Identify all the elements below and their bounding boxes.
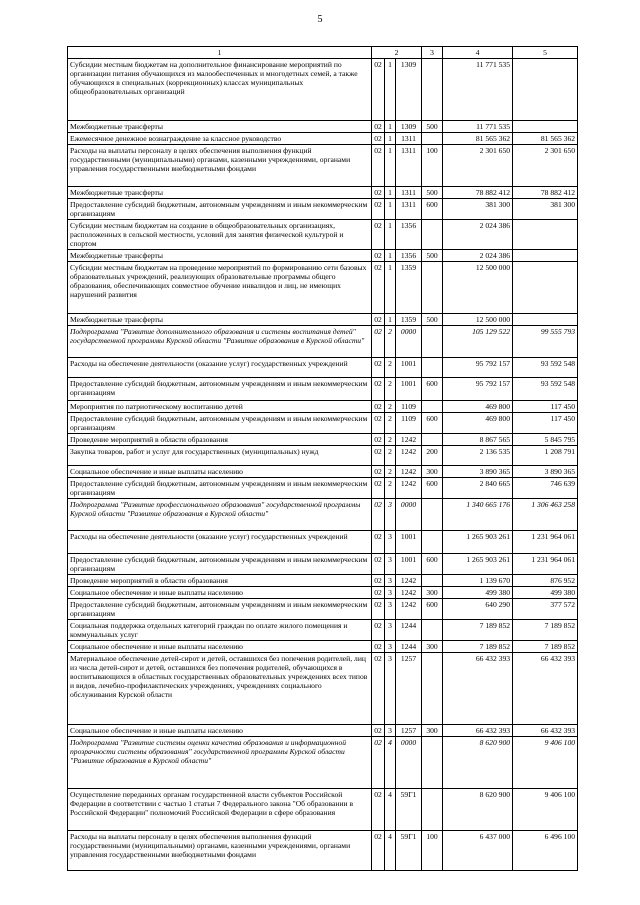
row-subsection: 1 [385,199,396,220]
row-expense-type [422,59,443,121]
row-value-year1: 95 792 157 [443,378,513,401]
row-name: Подпрограмма "Развитие профессионального образования" государственной программы Курской области "Развитие образования в Курской области" [68,499,372,531]
header-col-3: 3 [422,47,443,59]
row-section: 02 [372,599,385,620]
table-row [68,737,578,789]
row-subsection: 1 [385,187,396,199]
row-value-year1: 499 380 [443,587,513,599]
row-section: 02 [372,737,385,789]
row-value-year2: 7 189 852 [513,641,578,653]
row-code: 59Г1 [396,789,422,831]
table-row [68,401,578,413]
row-subsection: 3 [385,725,396,737]
row-section: 02 [372,554,385,575]
row-subsection: 1 [385,314,396,326]
row-value-year1: 469 800 [443,413,513,434]
row-code: 0000 [396,326,422,358]
row-value-year1: 2 136 535 [443,446,513,466]
row-value-year1: 2 024 386 [443,220,513,250]
row-name: Предоставление субсидий бюджетным, автономным учреждениям и иным некоммерческим организациям [68,413,372,434]
table-row [68,133,578,145]
row-code: 0000 [396,737,422,789]
row-value-year1: 7 189 852 [443,641,513,653]
row-value-year1: 66 432 393 [443,653,513,725]
row-name: Расходы на выплаты персоналу в целях обеспечения выполнения функций государственными (муниципальными) органами, казенными учреждениями, органами управления государственными внебюджетными фондами [68,831,372,871]
row-code: 1109 [396,401,422,413]
row-expense-type [422,262,443,314]
row-value-year2: 66 432 393 [513,653,578,725]
table-row [68,250,578,262]
row-value-year2: 99 555 793 [513,326,578,358]
row-section: 02 [372,262,385,314]
row-value-year2: 5 845 795 [513,434,578,446]
row-subsection: 3 [385,554,396,575]
row-section: 02 [372,199,385,220]
row-expense-type: 100 [422,145,443,187]
row-subsection: 1 [385,250,396,262]
row-value-year1: 81 565 362 [443,133,513,145]
row-subsection: 1 [385,145,396,187]
row-code: 1109 [396,413,422,434]
row-value-year1: 2 024 386 [443,250,513,262]
row-value-year2 [513,220,578,250]
row-section: 02 [372,575,385,587]
row-value-year1: 1 265 903 261 [443,531,513,554]
row-name: Предоставление субсидий бюджетным, автономным учреждениям и иным некоммерческим организациям [68,554,372,575]
row-value-year2: 2 301 650 [513,145,578,187]
row-section: 02 [372,499,385,531]
row-value-year1: 1 139 670 [443,575,513,587]
row-code: 1311 [396,145,422,187]
table-row [68,587,578,599]
header-col-4: 4 [443,47,513,59]
table-row [68,653,578,725]
row-code: 1001 [396,378,422,401]
row-name: Проведение мероприятий в области образования [68,575,372,587]
row-value-year2 [513,262,578,314]
row-value-year1: 8 867 565 [443,434,513,446]
row-name: Мероприятия по патриотическому воспитанию детей [68,401,372,413]
row-section: 02 [372,401,385,413]
row-code: 1001 [396,531,422,554]
table-row [68,220,578,250]
row-expense-type [422,133,443,145]
row-expense-type: 600 [422,599,443,620]
table-row [68,314,578,326]
row-subsection: 3 [385,587,396,599]
row-name: Подпрограмма "Развитие системы оценки качества образования и информационной прозрачности системы образования" государственной программы Курской области "Развитие образования в Курской области" [68,737,372,789]
table-row [68,434,578,446]
row-value-year1: 11 771 535 [443,121,513,133]
row-value-year2: 3 890 365 [513,466,578,478]
row-expense-type: 600 [422,478,443,499]
row-value-year1: 1 340 665 176 [443,499,513,531]
row-section: 02 [372,653,385,725]
table-row [68,641,578,653]
row-subsection: 1 [385,133,396,145]
row-subsection: 3 [385,499,396,531]
row-section: 02 [372,434,385,446]
row-value-year2: 81 565 362 [513,133,578,145]
row-subsection: 3 [385,620,396,641]
budget-table [67,46,578,871]
row-expense-type: 300 [422,641,443,653]
row-value-year1: 7 189 852 [443,620,513,641]
row-section: 02 [372,413,385,434]
row-subsection: 1 [385,220,396,250]
row-value-year2 [513,121,578,133]
row-subsection: 1 [385,262,396,314]
row-name: Межбюджетные трансферты [68,121,372,133]
row-expense-type [422,531,443,554]
row-value-year1: 3 890 365 [443,466,513,478]
row-section: 02 [372,220,385,250]
row-expense-type: 300 [422,725,443,737]
row-value-year2: 117 450 [513,413,578,434]
row-subsection: 4 [385,789,396,831]
row-expense-type [422,789,443,831]
row-section: 02 [372,478,385,499]
table-row [68,478,578,499]
row-code: 59Г1 [396,831,422,871]
table-row [68,59,578,121]
row-value-year2 [513,250,578,262]
row-code: 1311 [396,133,422,145]
row-section: 02 [372,378,385,401]
row-value-year1: 12 500 000 [443,262,513,314]
row-value-year1: 2 301 650 [443,145,513,187]
row-name: Предоставление субсидий бюджетным, автономным учреждениям и иным некоммерческим организациям [68,478,372,499]
table-row [68,575,578,587]
row-name: Социальное обеспечение и иные выплаты населению [68,587,372,599]
row-value-year1: 95 792 157 [443,358,513,378]
row-code: 1242 [396,599,422,620]
row-name: Межбюджетные трансферты [68,314,372,326]
row-code: 1309 [396,59,422,121]
row-name: Межбюджетные трансферты [68,250,372,262]
row-section: 02 [372,789,385,831]
table-row [68,620,578,641]
row-subsection: 3 [385,599,396,620]
table-row [68,199,578,220]
row-section: 02 [372,250,385,262]
row-value-year2: 117 450 [513,401,578,413]
row-section: 02 [372,145,385,187]
row-value-year2: 377 572 [513,599,578,620]
row-value-year2: 1 306 463 258 [513,499,578,531]
row-section: 02 [372,326,385,358]
row-value-year2: 7 189 852 [513,620,578,641]
row-code: 1244 [396,620,422,641]
row-name: Закупка товаров, работ и услуг для государственных (муниципальных) нужд [68,446,372,466]
row-code: 1242 [396,587,422,599]
row-code: 1001 [396,554,422,575]
row-section: 02 [372,641,385,653]
row-code: 1356 [396,220,422,250]
row-code: 1311 [396,187,422,199]
row-expense-type: 300 [422,587,443,599]
header-col-1: 1 [68,47,372,59]
row-subsection: 1 [385,121,396,133]
row-expense-type [422,326,443,358]
row-value-year1: 2 840 665 [443,478,513,499]
table-row [68,446,578,466]
row-value-year2: 1 231 964 061 [513,554,578,575]
row-code: 0000 [396,499,422,531]
row-section: 02 [372,133,385,145]
row-value-year1: 6 437 000 [443,831,513,871]
row-value-year2: 1 231 964 061 [513,531,578,554]
row-subsection: 2 [385,358,396,378]
header-col-5: 5 [513,47,578,59]
row-section: 02 [372,725,385,737]
row-value-year2: 746 639 [513,478,578,499]
row-subsection: 4 [385,831,396,871]
row-section: 02 [372,187,385,199]
row-code: 1244 [396,641,422,653]
row-expense-type: 200 [422,446,443,466]
row-code: 1309 [396,121,422,133]
row-name: Социальная поддержка отдельных категорий граждан по оплате жилого помещения и коммунальных услуг [68,620,372,641]
row-name: Предоставление субсидий бюджетным, автономным учреждениям и иным некоммерческим организациям [68,199,372,220]
row-value-year1: 11 771 535 [443,59,513,121]
table-row [68,499,578,531]
table-row [68,413,578,434]
table-row [68,789,578,831]
row-subsection: 2 [385,466,396,478]
row-value-year1: 640 290 [443,599,513,620]
row-code: 1242 [396,446,422,466]
row-code: 1242 [396,434,422,446]
row-section: 02 [372,121,385,133]
row-section: 02 [372,466,385,478]
row-section: 02 [372,620,385,641]
row-expense-type: 600 [422,413,443,434]
row-value-year1: 78 882 412 [443,187,513,199]
row-value-year1: 66 432 393 [443,725,513,737]
row-subsection: 2 [385,378,396,401]
row-name: Социальное обеспечение и иные выплаты населению [68,641,372,653]
row-section: 02 [372,59,385,121]
row-value-year2: 6 496 100 [513,831,578,871]
row-expense-type: 300 [422,466,443,478]
row-name: Межбюджетные трансферты [68,187,372,199]
row-name: Социальное обеспечение и иные выплаты населению [68,725,372,737]
row-subsection: 3 [385,531,396,554]
row-code: 1356 [396,250,422,262]
row-code: 1001 [396,358,422,378]
row-name: Материальное обеспечение детей-сирот и детей, оставшихся без попечения родителей, лиц из числа детей-сирот и детей, оставшихся без попечения родителей, обучающихся в воспитывающихся в областных государственных образовательных учреждениях всех типов и видов, лечебно-профилактических учреждениях, учреждениях социального обслуживания Курской области [68,653,372,725]
row-expense-type: 500 [422,187,443,199]
table-row [68,121,578,133]
table-row [68,831,578,871]
row-name: Социальное обеспечение и иные выплаты населению [68,466,372,478]
row-expense-type [422,434,443,446]
row-value-year2: 499 380 [513,587,578,599]
row-expense-type: 500 [422,121,443,133]
row-expense-type: 500 [422,314,443,326]
row-expense-type [422,499,443,531]
table-row [68,599,578,620]
row-expense-type: 600 [422,378,443,401]
row-code: 1242 [396,575,422,587]
row-section: 02 [372,358,385,378]
row-value-year1: 8 620 900 [443,737,513,789]
row-code: 1257 [396,653,422,725]
row-subsection: 2 [385,446,396,466]
row-code: 1242 [396,466,422,478]
row-name: Предоставление субсидий бюджетным, автономным учреждениям и иным некоммерческим организациям [68,599,372,620]
row-expense-type [422,737,443,789]
table-row [68,187,578,199]
row-value-year2 [513,59,578,121]
row-subsection: 2 [385,413,396,434]
row-code: 1257 [396,725,422,737]
row-expense-type [422,653,443,725]
row-name: Подпрограмма "Развитие дополнительного образования и системы воспитания детей" государственной программы Курской области "Развитие образования в Курской области" [68,326,372,358]
row-value-year2: 876 952 [513,575,578,587]
row-name: Субсидии местным бюджетам на создание в общеобразовательных организациях, расположенных в сельской местности, условий для занятия физической культурой и спортом [68,220,372,250]
table-header-row [68,47,578,59]
row-name: Ежемесячное денежное вознаграждение за классное руководство [68,133,372,145]
row-subsection: 3 [385,575,396,587]
row-expense-type [422,401,443,413]
row-value-year1: 12 500 000 [443,314,513,326]
row-subsection: 2 [385,401,396,413]
table-row [68,531,578,554]
row-subsection: 3 [385,641,396,653]
row-value-year2: 78 882 412 [513,187,578,199]
row-value-year1: 105 129 522 [443,326,513,358]
row-subsection: 1 [385,59,396,121]
table-row [68,378,578,401]
table-row [68,326,578,358]
row-section: 02 [372,314,385,326]
row-expense-type: 500 [422,250,443,262]
row-expense-type: 100 [422,831,443,871]
row-value-year2: 66 432 393 [513,725,578,737]
row-value-year1: 8 620 900 [443,789,513,831]
row-value-year2: 9 406 100 [513,737,578,789]
row-subsection: 4 [385,737,396,789]
row-section: 02 [372,531,385,554]
table-row [68,145,578,187]
row-code: 1242 [396,478,422,499]
page-number: 5 [317,14,323,25]
row-subsection: 2 [385,326,396,358]
row-name: Проведение мероприятий в области образования [68,434,372,446]
table-row [68,554,578,575]
row-name: Предоставление субсидий бюджетным, автономным учреждениям и иным некоммерческим организациям [68,378,372,401]
row-value-year1: 469 800 [443,401,513,413]
table-row [68,725,578,737]
row-expense-type: 600 [422,554,443,575]
row-expense-type [422,358,443,378]
row-code: 1359 [396,314,422,326]
row-section: 02 [372,587,385,599]
row-subsection: 2 [385,478,396,499]
row-expense-type [422,575,443,587]
row-subsection: 2 [385,434,396,446]
row-value-year2: 93 592 548 [513,378,578,401]
table-row [68,358,578,378]
row-name: Осуществление переданных органам государственной власти субъектов Российской Федерации в соответствии с частью 1 статьи 7 Федерального закона "Об образовании в Российской Федерации" полномочий Российской Федерации в сфере образования [68,789,372,831]
row-value-year1: 381 300 [443,199,513,220]
row-code: 1359 [396,262,422,314]
table-row [68,466,578,478]
row-expense-type [422,220,443,250]
row-value-year2: 9 406 100 [513,789,578,831]
row-section: 02 [372,831,385,871]
row-expense-type: 600 [422,199,443,220]
row-name: Расходы на выплаты персоналу в целях обеспечения выполнения функций государственными (муниципальными) органами, казенными учреждениями, органами управления государственными внебюджетными фондами [68,145,372,187]
row-value-year2: 93 592 548 [513,358,578,378]
header-col-2: 2 [372,47,422,59]
row-name: Субсидии местным бюджетам на дополнительное финансирование мероприятий по организации питания обучающихся из малообеспеченных и многодетных семей, а также обучающихся в специальных (коррекционных) классах муниципальных общеобразовательных организаций [68,59,372,121]
row-value-year2 [513,314,578,326]
row-name: Расходы на обеспечение деятельности (оказание услуг) государственных учреждений [68,358,372,378]
row-section: 02 [372,446,385,466]
row-subsection: 3 [385,653,396,725]
row-expense-type [422,620,443,641]
row-value-year2: 1 208 791 [513,446,578,466]
row-name: Расходы на обеспечение деятельности (оказание услуг) государственных учреждений [68,531,372,554]
row-code: 1311 [396,199,422,220]
row-name: Субсидии местным бюджетам на проведение мероприятий по формированию сети базовых образовательных учреждений, реализующих образовательные программы общего образования, обеспечивающих совместное обучение инвалидов и лиц, не имеющих нарушений развития [68,262,372,314]
row-value-year2: 381 300 [513,199,578,220]
table-row [68,262,578,314]
row-value-year1: 1 265 903 261 [443,554,513,575]
